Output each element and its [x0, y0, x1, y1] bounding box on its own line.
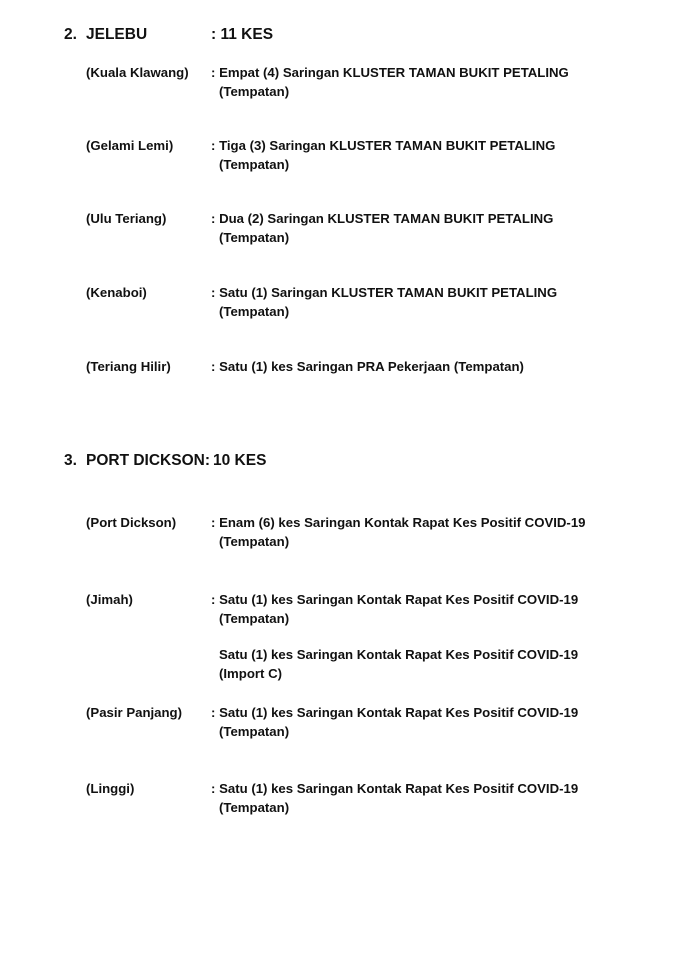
- prefix: :: [211, 285, 216, 300]
- location-label: (Kenaboi): [86, 285, 147, 300]
- location-label: (Jimah): [86, 592, 133, 607]
- description-line: Satu (1) kes Saringan Kontak Rapat Kes Positif COVID-19: [219, 592, 579, 607]
- case-description: [211, 779, 578, 817]
- prefix: :: [211, 515, 216, 530]
- description-line: Tiga (3) Saringan KLUSTER TAMAN BUKIT PETALING: [219, 138, 556, 153]
- location-label: (Pasir Panjang): [86, 705, 183, 720]
- case-description: [211, 63, 569, 101]
- case-description: [211, 590, 578, 628]
- location-label: (Port Dickson): [86, 515, 177, 530]
- location-label: (Gelami Lemi): [86, 138, 174, 153]
- case-description: [211, 513, 586, 551]
- description-line: Satu (1) Saringan KLUSTER TAMAN BUKIT PETALING: [219, 285, 558, 300]
- description-line: (Tempatan): [219, 84, 290, 99]
- description-line: Empat (4) Saringan KLUSTER TAMAN BUKIT PETALING: [219, 65, 569, 80]
- prefix: :: [211, 705, 216, 720]
- description-line: Satu (1) kes Saringan Kontak Rapat Kes Positif COVID-19: [219, 781, 579, 796]
- case-description: [211, 703, 578, 741]
- description-line: (Tempatan): [219, 230, 290, 245]
- district-total: 10 KES: [213, 452, 267, 469]
- location-label: (Linggi): [86, 781, 135, 796]
- case-description: [211, 136, 555, 174]
- location-label: (Kuala Klawang): [86, 65, 189, 80]
- description-line: Satu (1) kes Saringan Kontak Rapat Kes Positif COVID-19: [219, 705, 579, 720]
- prefix: :: [211, 592, 216, 607]
- prefix: :: [211, 65, 216, 80]
- description-line: Dua (2) Saringan KLUSTER TAMAN BUKIT PETALING: [219, 211, 554, 226]
- description-line: (Tempatan): [219, 611, 290, 626]
- description-line: Satu (1) kes Saringan PRA Pekerjaan (Tempatan): [219, 359, 524, 374]
- description-line: (Tempatan): [219, 534, 290, 549]
- case-description: [211, 209, 553, 247]
- district-name: JELEBU: [86, 26, 148, 43]
- case-description: [211, 283, 557, 321]
- case-description-extra: [219, 645, 578, 683]
- location-label: (Teriang Hilir): [86, 359, 171, 374]
- description-line: (Import C): [219, 666, 282, 681]
- case-description: [211, 357, 524, 376]
- description-line: (Tempatan): [219, 157, 290, 172]
- prefix: :: [211, 781, 216, 796]
- section-number: 2.: [64, 26, 77, 43]
- description-line: Enam (6) kes Saringan Kontak Rapat Kes Positif COVID-19: [219, 515, 586, 530]
- district-name: PORT DICKSON:: [86, 452, 210, 469]
- district-total: : 11 KES: [211, 26, 274, 43]
- prefix: :: [211, 138, 216, 153]
- section-number: 3.: [64, 452, 77, 469]
- description-line: (Tempatan): [219, 724, 290, 739]
- prefix: :: [211, 211, 216, 226]
- description-line: (Tempatan): [219, 800, 290, 815]
- description-line: (Tempatan): [219, 304, 290, 319]
- description-line: Satu (1) kes Saringan Kontak Rapat Kes Positif COVID-19: [219, 647, 579, 662]
- location-label: (Ulu Teriang): [86, 211, 167, 226]
- prefix: :: [211, 359, 216, 374]
